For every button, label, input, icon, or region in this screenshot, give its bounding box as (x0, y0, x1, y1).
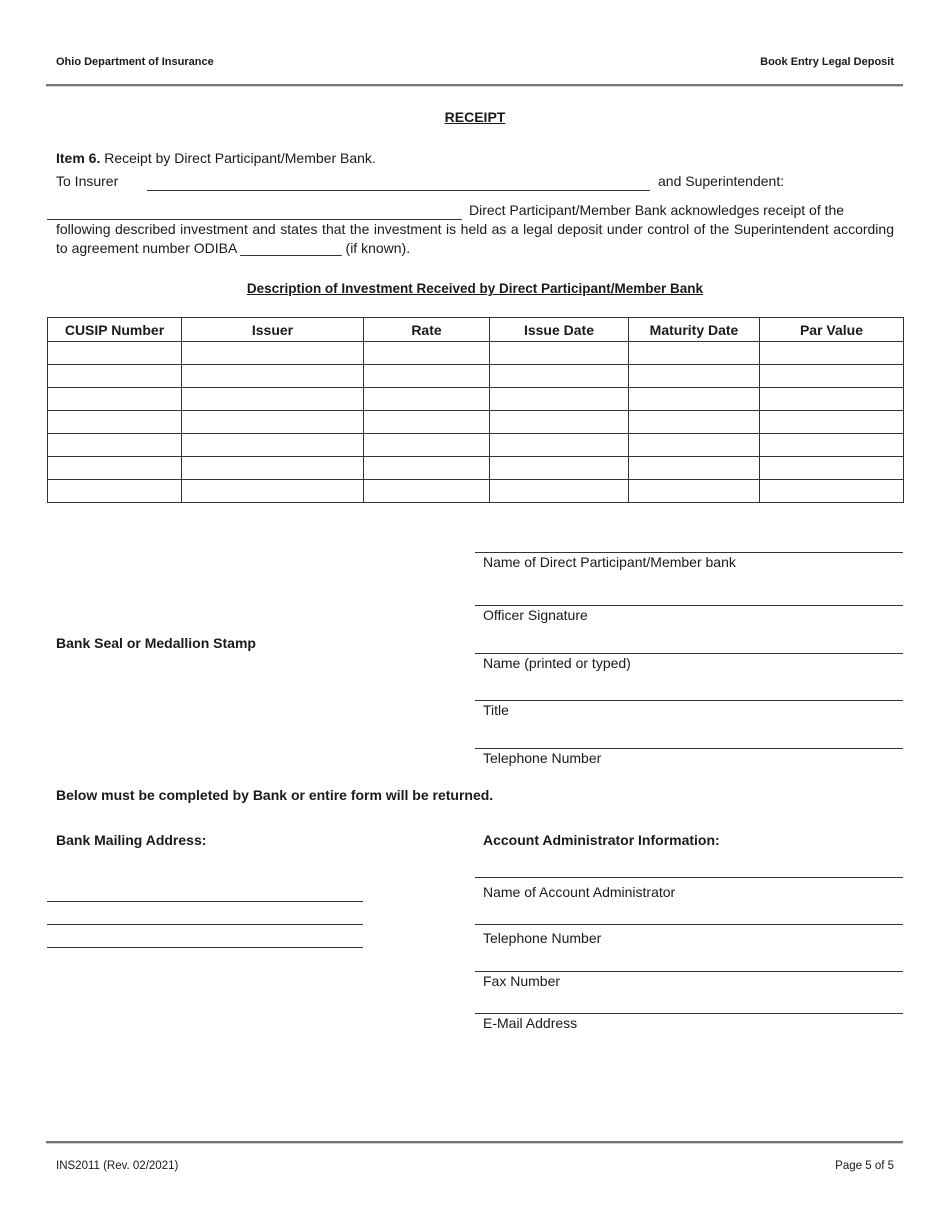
table-cell[interactable] (364, 411, 490, 434)
table-row (48, 457, 904, 480)
table-row (48, 388, 904, 411)
item-label: Item 6. (56, 150, 101, 166)
table-cell[interactable] (629, 365, 760, 388)
completion-notice: Below must be completed by Bank or entire form will be returned. (56, 787, 494, 803)
form-id: INS2011 (Rev. 02/2021) (56, 1160, 179, 1172)
title-line[interactable] (475, 700, 903, 701)
item-heading (56, 150, 376, 166)
address-line-3[interactable] (47, 947, 363, 948)
printed-name-caption: Name (printed or typed) (483, 655, 631, 671)
table-row (48, 342, 904, 365)
admin-fax-line[interactable] (475, 971, 903, 972)
table-cell[interactable] (629, 388, 760, 411)
admin-name-caption: Name of Account Administrator (483, 884, 676, 900)
address-line-1[interactable] (47, 901, 363, 902)
table-cell[interactable] (48, 457, 182, 480)
page-title: RECEIPT (444, 109, 506, 125)
table-cell[interactable] (629, 457, 760, 480)
column-header-issue-date: Issue Date (490, 318, 629, 342)
description-title: Description of Investment Received by Direct Participant/Member Bank (246, 281, 704, 296)
table-cell[interactable] (490, 457, 629, 480)
table-cell[interactable] (364, 457, 490, 480)
table-cell[interactable] (760, 411, 904, 434)
table-cell[interactable] (490, 434, 629, 457)
table-cell[interactable] (490, 365, 629, 388)
table-cell[interactable] (364, 365, 490, 388)
column-header-rate: Rate (364, 318, 490, 342)
table-cell[interactable] (490, 342, 629, 365)
page-number: Page 5 of 5 (835, 1160, 894, 1172)
superintendent-label: and Superintendent: (658, 173, 785, 189)
table-cell[interactable] (182, 457, 364, 480)
insurer-name-field[interactable] (147, 190, 650, 191)
table-cell[interactable] (629, 411, 760, 434)
table-cell[interactable] (182, 434, 364, 457)
table-cell[interactable] (629, 480, 760, 503)
table-header-row (48, 318, 904, 342)
title-caption: Title (483, 702, 509, 718)
table-cell[interactable] (760, 342, 904, 365)
table-cell[interactable] (760, 365, 904, 388)
bank-name-caption: Name of Direct Participant/Member bank (483, 554, 736, 570)
telephone-caption: Telephone Number (483, 750, 602, 766)
table-cell[interactable] (182, 342, 364, 365)
table-cell[interactable] (490, 388, 629, 411)
printed-name-line[interactable] (475, 653, 903, 654)
table-cell[interactable] (760, 434, 904, 457)
table-cell[interactable] (182, 411, 364, 434)
footer-divider (46, 1141, 903, 1144)
table-cell[interactable] (48, 434, 182, 457)
table-cell[interactable] (48, 411, 182, 434)
address-line-2[interactable] (47, 924, 363, 925)
header-form-title: Book Entry Legal Deposit (760, 56, 894, 68)
investment-table (47, 317, 904, 503)
admin-email-line[interactable] (475, 1013, 903, 1014)
header-agency: Ohio Department of Insurance (56, 56, 214, 68)
column-header-issuer: Issuer (182, 318, 364, 342)
table-row (48, 365, 904, 388)
table-body (48, 342, 904, 503)
telephone-line[interactable] (475, 748, 903, 749)
column-header-cusip: CUSIP Number (48, 318, 182, 342)
table-cell[interactable] (364, 434, 490, 457)
table-row (48, 434, 904, 457)
header-divider (46, 84, 903, 87)
admin-telephone-line[interactable] (475, 924, 903, 925)
admin-name-line[interactable] (475, 877, 903, 878)
officer-signature-caption: Officer Signature (483, 607, 588, 623)
admin-info-label: Account Administrator Information: (483, 832, 720, 848)
table-cell[interactable] (364, 388, 490, 411)
to-insurer-label: To Insurer (56, 173, 119, 189)
table-cell[interactable] (48, 388, 182, 411)
mailing-address-label: Bank Mailing Address: (56, 832, 207, 848)
table-cell[interactable] (48, 342, 182, 365)
table-cell[interactable] (182, 480, 364, 503)
bank-seal-label: Bank Seal or Medallion Stamp (56, 635, 256, 651)
table-cell[interactable] (48, 480, 182, 503)
admin-email-caption: E-Mail Address (483, 1015, 578, 1031)
table-cell[interactable] (182, 365, 364, 388)
table-row (48, 480, 904, 503)
table-cell[interactable] (490, 411, 629, 434)
item-text: Receipt by Direct Participant/Member Bank. (104, 150, 376, 166)
acknowledgement-paragraph: following described investment and states that the investment is held as a legal deposit under control of the Superintendent according to agreement number ODIBA _____________ (if known). (56, 221, 894, 256)
table-cell[interactable] (182, 388, 364, 411)
table-cell[interactable] (364, 342, 490, 365)
column-header-maturity-date: Maturity Date (629, 318, 760, 342)
table-cell[interactable] (760, 480, 904, 503)
table-cell[interactable] (490, 480, 629, 503)
table-cell[interactable] (364, 480, 490, 503)
table-row (48, 411, 904, 434)
admin-telephone-caption: Telephone Number (483, 930, 602, 946)
admin-fax-caption: Fax Number (483, 973, 561, 989)
acknowledgement-line: Direct Participant/Member Bank acknowledges receipt of the (469, 202, 845, 218)
table-cell[interactable] (629, 342, 760, 365)
table-cell[interactable] (629, 434, 760, 457)
column-header-par-value: Par Value (760, 318, 904, 342)
bank-name-signature-line[interactable] (475, 552, 903, 553)
officer-signature-line[interactable] (475, 605, 903, 606)
table-cell[interactable] (760, 457, 904, 480)
table-cell[interactable] (760, 388, 904, 411)
table-cell[interactable] (48, 365, 182, 388)
